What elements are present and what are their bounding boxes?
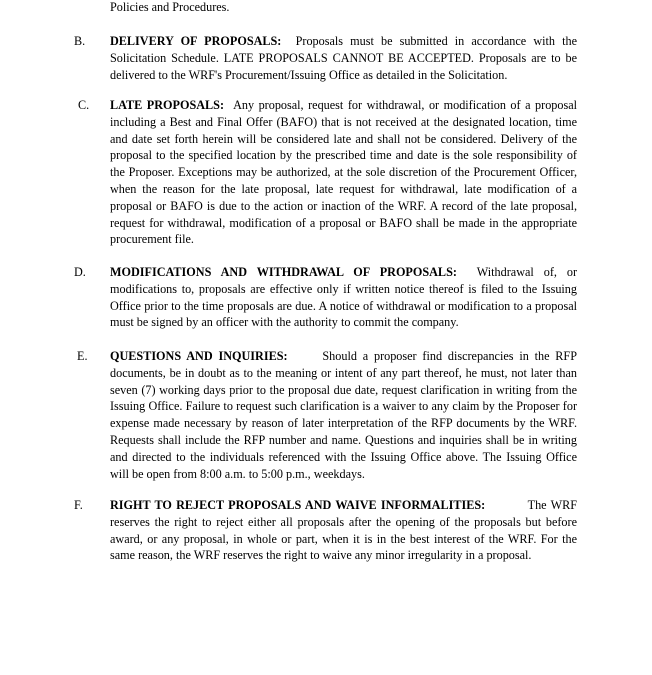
section-letter: C. [78, 98, 90, 112]
section-letter: F. [74, 498, 83, 512]
section-letter: D. [74, 265, 86, 279]
section-body [110, 33, 577, 83]
section-body [110, 97, 577, 248]
section-heading: MODIFICATIONS AND WITHDRAWAL OF PROPOSALS: [110, 265, 457, 279]
section-text: Proposals must be submitted in accordance with the Solicitation Schedule. LATE PROPOSALS CANNOT BE ACCEPTED. Proposals are to be delivered to the WRF's Procurement/Issuing Office as detailed in the Solicitation. [110, 34, 577, 82]
section-text: Any proposal, request for withdrawal, or modification of a proposal including a Best and Final Offer (BAFO) that is not received at the designated location, time and date set forth herein will be considered late and shall not be considered. Delivery of the proposal to the specified location by the prescribed time and date is the sole responsibility of the Proposer. Exceptions may be authorized, at the sole discretion of the Procurement Officer, when the reason for the late proposal, late request for withdrawal, late modification of a proposal or BAFO is due to the action or inaction of the WRF. A record of the late proposal, request for withdrawal, modification of a proposal or BAFO shall be made in the appropriate procurement file. [110, 98, 578, 247]
section-text: Withdrawal of, or modifications to, proposals are effective only if written notice thereof is filed to the Issuing Office prior to the time proposals are due. A notice of withdrawal or modification to a proposal must be signed by an officer with the authority to commit the company. [110, 265, 578, 330]
section-letter: B. [74, 34, 86, 48]
section-text: Should a proposer find discrepancies in the RFP documents, be in doubt as to the meaning or intent of any part thereof, he must, not later than seven (7) working days prior to the proposal due date, request clarification in writing from the Issuing Office. Failure to request such clarification is a waiver to any claim by the Proposer for expense made necessary by reason of later interpretation of the RFP documents by the WRF. Requests shall include the RFP number and name. Questions and inquiries shall be in writing and directed to the individuals referenced with the Issuing Office above. The Issuing Office will be open from 8:00 a.m. to 5:00 p.m., weekdays. [110, 349, 577, 481]
section-body [110, 348, 577, 482]
section-text: The WRF reserves the right to reject either all proposals after the opening of the proposals but before award, or any proposal, in whole or part, when it is in the best interest of the WRF. For the same reason, the WRF reserves the right to waive any minor irregularity in a proposal. [110, 498, 578, 563]
section-heading: LATE PROPOSALS: [110, 98, 225, 112]
continued-text-fragment: Policies and Procedures. [110, 0, 230, 14]
section-heading: QUESTIONS AND INQUIRIES: [110, 349, 288, 363]
section-heading: DELIVERY OF PROPOSALS: [110, 34, 282, 48]
section-body [110, 264, 577, 331]
section-letter: E. [77, 349, 88, 363]
section-body [110, 497, 577, 564]
section-heading: RIGHT TO REJECT PROPOSALS AND WAIVE INFORMALITIES: [110, 498, 486, 512]
